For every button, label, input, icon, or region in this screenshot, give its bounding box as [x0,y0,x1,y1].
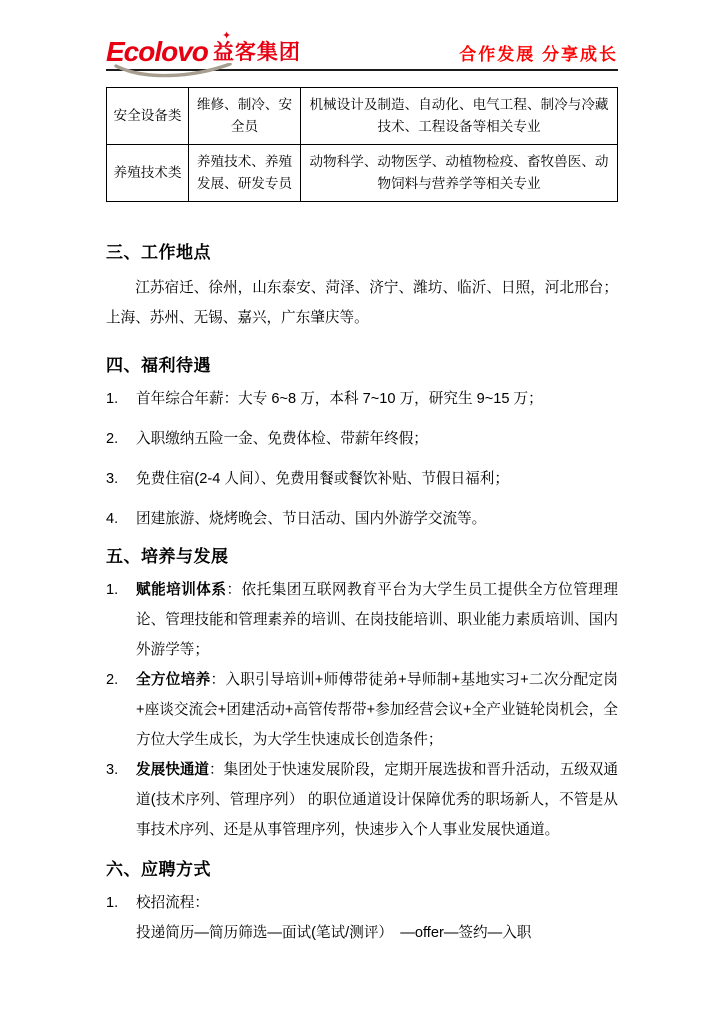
section-heading-benefits: 四、福利待遇 [106,356,211,375]
list-item-text: 团建旅游、烧烤晚会、节日活动、国内外游学交流等。 [136,511,487,527]
company-slogan: 合作发展 分享成长 [459,45,618,64]
logo-swoosh-icon [112,63,234,79]
section-heading-development: 五、培养与发展 [106,547,229,566]
list-item-number: 2. [106,672,119,688]
list-item-number: 3. [106,762,119,778]
list-item-lead: 发展快通道 [136,762,210,778]
list-item-number: 4. [106,511,119,527]
list-item [106,384,618,414]
list-item-text: 入职缴纳五险一金、免费体检、带薪年终假； [136,431,428,447]
list-item-number: 1. [106,582,119,598]
application-list [106,888,618,948]
list-item-number: 1. [106,391,119,407]
job-positions-cell: 维修、制冷、安全员 [189,88,301,145]
job-positions-cell: 养殖技术、养殖发展、研发专员 [189,145,301,202]
job-majors-cell: 机械设计及制造、自动化、电气工程、制冷与冷藏技术、工程设备等相关专业 [301,88,618,145]
list-item [106,504,618,534]
section-heading-application: 六、应聘方式 [106,860,211,879]
benefits-list [106,384,618,534]
list-item-lead: 赋能培训体系 [136,582,227,598]
list-item-text: 免费住宿(2-4 人间）、免费用餐或餐饮补贴、节假日福利； [136,471,509,487]
job-categories-table [106,87,618,202]
development-list [106,575,618,845]
list-item [106,755,618,845]
work-location-paragraph: 江苏宿迁、徐州，山东泰安、菏泽、济宁、潍坊、临沂、日照，河北邢台；上海、苏州、无锡、嘉兴，广东肇庆等。 [106,280,618,326]
list-item [106,665,618,755]
list-item-number: 2. [106,431,119,447]
job-majors-cell: 动物科学、动物医学、动植物检疫、畜牧兽医、动物饲料与营养学等相关专业 [301,145,618,202]
list-item-body: ：入职引导培训+师傅带徒弟+导师制+基地实习+二次分配定岗+座谈交流会+团建活动+高管传帮带+参加经营会议+全产业链轮岗机会，全方位大学生成长，为大学生快速成长创造条件； [136,672,618,748]
list-item-lead: 全方位培养 [136,672,211,688]
list-item-number: 1. [106,895,119,911]
list-item [106,424,618,454]
list-item-body: ：依托集团互联网教育平台为大学生员工提供全方位管理理论、管理技能和管理素养的培训、在岗技能培训、职业能力素质培训、国内外游学等； [136,582,618,658]
table-row [107,88,618,145]
list-item-text [136,665,618,755]
list-item-text: 校招流程： [136,895,209,911]
sparkle-icon: ✦ [222,30,232,42]
logo-wordmark: Ecolovo [106,36,208,67]
logo-company-name: 益客集团 [212,41,301,64]
job-category-cell: 养殖技术类 [107,145,189,202]
list-item [106,464,618,494]
list-item [106,888,618,918]
job-category-cell: 安全设备类 [107,88,189,145]
table-row [107,145,618,202]
recruitment-process-line: 投递简历—简历筛选—面试(笔试/测评） —offer—签约—入职 [136,925,532,941]
section-heading-work-location: 三、工作地点 [106,243,211,262]
list-item-text [136,755,618,845]
list-item-text: 首年综合年薪：大专 6~8 万，本科 7~10 万，研究生 9~15 万； [136,391,543,407]
page-header [106,24,618,66]
list-item-number: 3. [106,471,119,487]
list-item-body: ：集团处于快速发展阶段，定期开展选拔和晋升活动，五级双通道(技术序列、管理序列） 的职位通道设计保障优秀的职场新人，不管是从事技术序列、还是从事管理序列，快速步入个人事业发展快通道。 [136,762,618,838]
company-logo [106,30,301,67]
list-item-text [136,575,618,665]
list-item [106,575,618,665]
